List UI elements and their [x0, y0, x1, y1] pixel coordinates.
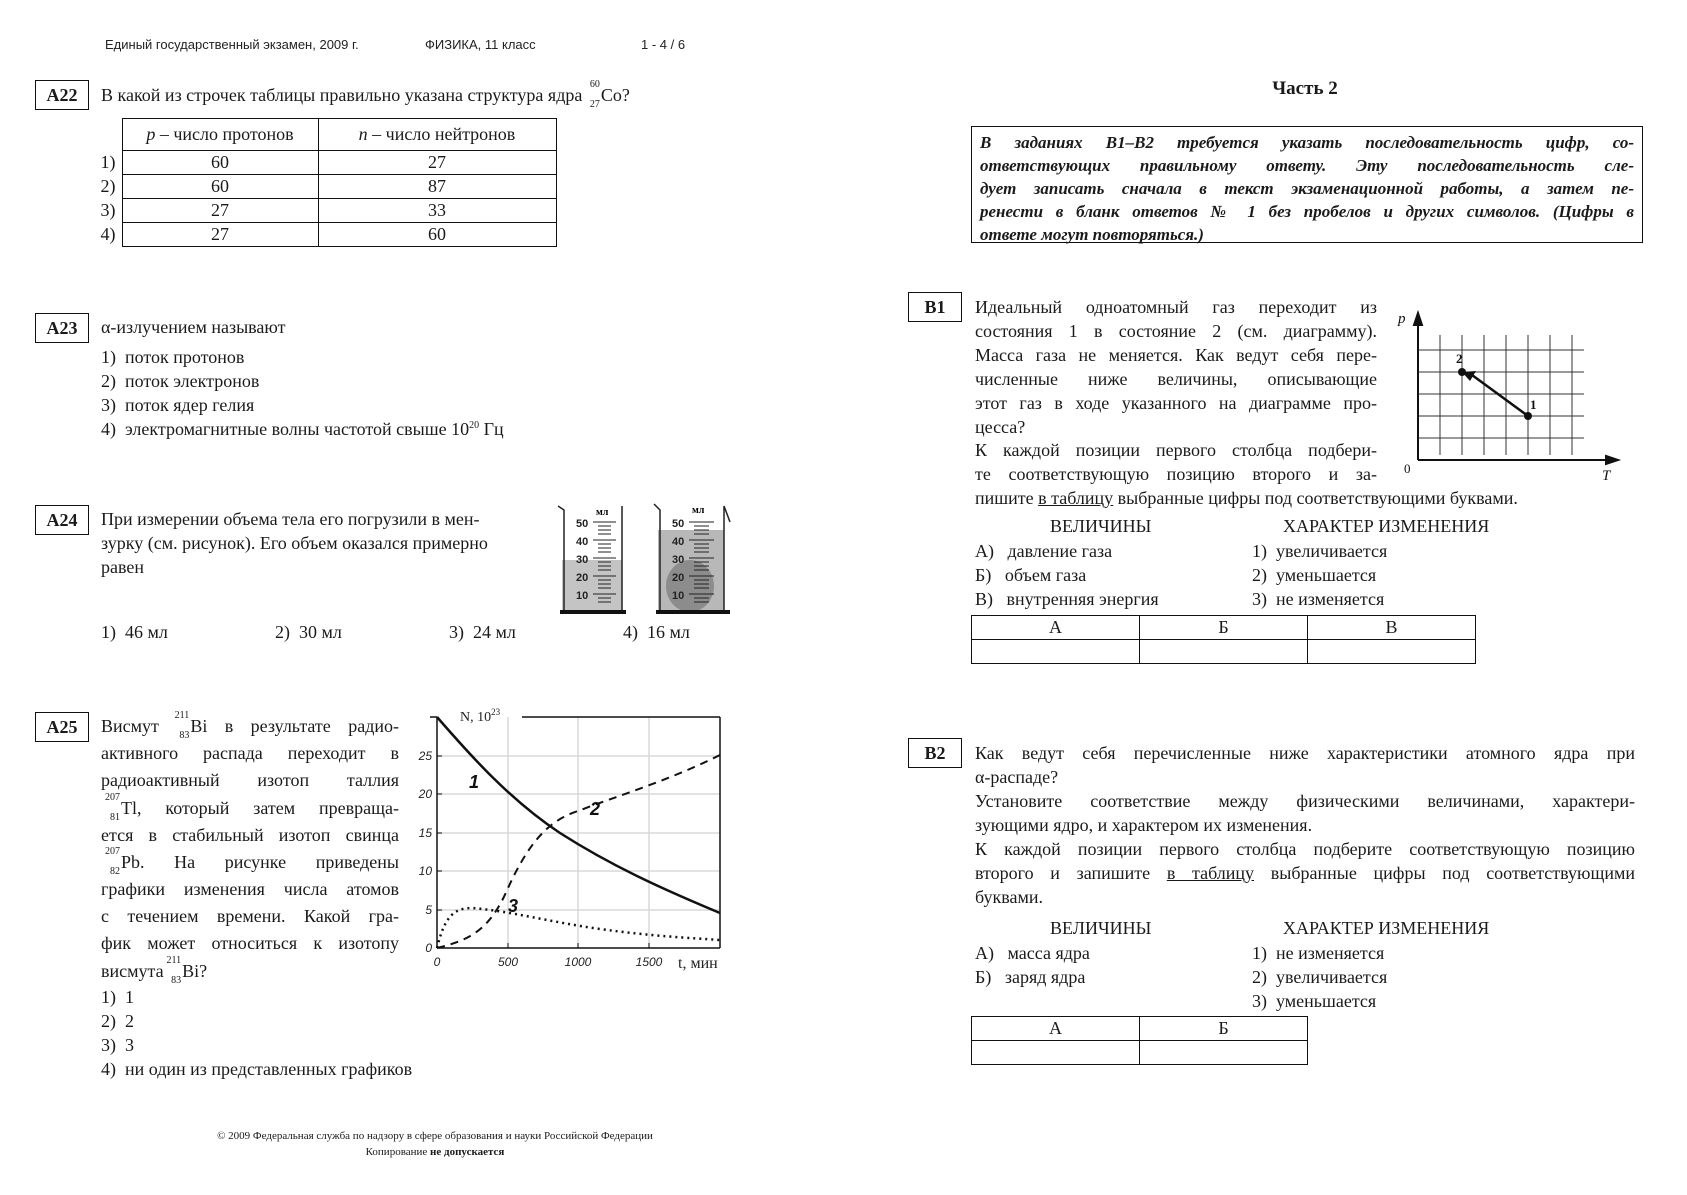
table-row: 1) 60 27 — [92, 151, 556, 175]
svg-text:1: 1 — [469, 772, 480, 792]
a23-option-2[interactable]: 2) поток электронов — [101, 371, 260, 391]
b1-text-line: этот газ в ходе указанного на диаграмме про- — [975, 393, 1377, 413]
table-link: в таблицу — [1038, 488, 1114, 508]
beakers-figure — [556, 500, 736, 620]
a22-table: p – число протонов n – число нейтронов 1) 60 27 2) 60 87 3) 27 33 4) 27 60 — [92, 118, 557, 247]
a25-text-line: висмута 211 83 Bi? — [101, 955, 208, 986]
copyright-line: © 2009 Федеральная служба по надзору в сфере образования и науки Российской Федерации — [217, 1130, 653, 1142]
question-label-a23: A23 — [35, 313, 89, 343]
b2-col1-title: ВЕЛИЧИНЫ — [1050, 918, 1152, 938]
b1-text-line: те соответствующую позицию второго и за- — [975, 464, 1377, 484]
b2-text-line: зующими ядро, и характером их изменения. — [975, 815, 1313, 835]
table-row: 4) 27 60 — [92, 223, 556, 247]
state-point-1 — [1524, 412, 1532, 420]
svg-text:25: 25 — [418, 749, 432, 763]
b1-text-line: Идеальный одноатомный газ переходит из — [975, 297, 1377, 317]
b1-col2-title: ХАРАКТЕР ИЗМЕНЕНИЯ — [1283, 516, 1490, 536]
b1-answer-header-b: Б — [1140, 616, 1308, 640]
svg-text:30: 30 — [576, 554, 589, 566]
svg-text:0: 0 — [425, 941, 432, 955]
b2-answer-header-b: Б — [1140, 1017, 1308, 1041]
b1-text-line: цесса? — [975, 417, 1026, 437]
copy-notice: Копирование не допускается — [365, 1146, 505, 1158]
a23-option-1[interactable]: 1) поток протонов — [101, 347, 245, 367]
x-axis-label: t, мин — [678, 955, 718, 972]
pT-diagram — [1390, 305, 1630, 485]
b2-text-line: α-распаде? — [975, 767, 1059, 787]
beaker-after — [654, 504, 730, 612]
state-point-2 — [1458, 368, 1466, 376]
question-label-a24: A24 — [35, 505, 89, 535]
b1-quantity-v: В) внутренняя энергия — [975, 589, 1159, 609]
svg-text:5: 5 — [425, 903, 432, 917]
b1-answer-header-v: В — [1308, 616, 1476, 640]
b2-quantity-b: Б) заряд ядра — [975, 967, 1086, 987]
a23-question: α-излучением называют — [101, 317, 286, 337]
svg-text:3: 3 — [508, 896, 519, 916]
process-arrow — [1472, 375, 1528, 416]
a25-text-line: 207 82 Pb. На рисунке приведены — [105, 846, 399, 877]
b2-text-line: второго и запишите в таблицу выбранные цифры под соответствующими — [975, 863, 1635, 883]
svg-text:0: 0 — [1404, 461, 1411, 476]
b1-text-line: состояния 1 в состояние 2 (см. диаграмму). — [975, 321, 1377, 341]
a25-text-line: графики изменения числа атомов — [101, 879, 399, 899]
svg-text:10: 10 — [576, 590, 589, 602]
b2-text-line: К каждой позиции первого столбца подберите соответствующую позицию — [975, 839, 1635, 859]
b2-text-line: Установите соответствие между физическими величинами, характери- — [975, 791, 1635, 811]
svg-text:мл: мл — [596, 507, 609, 518]
a24-text-line: зурку (см. рисунок). Его объем оказался примерно — [101, 533, 488, 553]
svg-text:20: 20 — [418, 787, 432, 801]
a25-text-line: с течением времени. Какой гра- — [101, 906, 399, 926]
svg-text:1500: 1500 — [635, 955, 663, 969]
b1-change-1: 1) увеличивается — [1252, 541, 1388, 561]
a24-option-3[interactable]: 3) 24 мл — [449, 622, 516, 642]
svg-text:1000: 1000 — [564, 955, 592, 969]
svg-text:10: 10 — [672, 590, 685, 602]
svg-text:500: 500 — [497, 955, 519, 969]
b1-text-line: К каждой позиции первого столбца подбери- — [975, 440, 1377, 460]
a24-option-2[interactable]: 2) 30 мл — [275, 622, 342, 642]
b2-change-3: 3) уменьшается — [1252, 991, 1377, 1011]
y-axis-label: N, $10^{23}$ — [460, 707, 501, 725]
svg-text:p: p — [1398, 311, 1406, 327]
a25-text-line: Висмут 211 83 Bi в результате радио- — [101, 710, 399, 741]
b2-answer-cell-a[interactable] — [972, 1041, 1140, 1065]
b2-answer-header-a: А — [972, 1017, 1140, 1041]
b1-text-line: пишите в таблицу выбранные цифры под соответствующими буквами. — [975, 488, 1518, 508]
a25-text-line: активного распада переходит в — [101, 743, 399, 763]
a24-option-1[interactable]: 1) 46 мл — [101, 622, 168, 642]
b1-answer-cell-a[interactable] — [972, 640, 1140, 664]
svg-text:15: 15 — [418, 826, 432, 840]
b1-answer-header-a: А — [972, 616, 1140, 640]
svg-text:40: 40 — [672, 536, 685, 548]
svg-text:30: 30 — [672, 554, 685, 566]
svg-text:50: 50 — [672, 518, 685, 530]
table-row: 3) 27 33 — [92, 199, 556, 223]
b2-answer-cell-b[interactable] — [1140, 1041, 1308, 1065]
a22-question: В какой из строчек таблицы правильно указана структура ядра 60 27 Co? — [101, 79, 630, 110]
decay-chart — [400, 700, 740, 980]
a25-text-line: радиоактивный изотоп таллия — [101, 770, 399, 790]
b2-change-2: 2) увеличивается — [1252, 967, 1388, 987]
a23-option-3[interactable]: 3) поток ядер гелия — [101, 395, 255, 415]
diagram-axes — [1414, 313, 1618, 464]
exam-title: Единый государственный экзамен, 2009 г. — [105, 37, 359, 52]
svg-text:0: 0 — [433, 955, 441, 969]
question-label-b1: B1 — [908, 292, 962, 322]
subject-title: ФИЗИКА, 11 класс — [425, 37, 536, 52]
a25-text-line: фик может относиться к изотопу — [101, 933, 399, 953]
svg-text:10: 10 — [418, 864, 432, 878]
svg-text:мл: мл — [692, 505, 705, 516]
svg-text:40: 40 — [576, 536, 589, 548]
b2-text-line: Как ведут себя перечисленные ниже характеристики атомного ядра при — [975, 743, 1635, 763]
isotope-co: 60 27 — [589, 79, 600, 110]
svg-text:20: 20 — [672, 572, 685, 584]
svg-text:20: 20 — [576, 572, 589, 584]
chart-grid — [437, 717, 720, 948]
b1-text-line: численные ниже величины, описывающие — [975, 369, 1377, 389]
a25-option-4[interactable]: 4) ни один из представленных графиков — [101, 1059, 413, 1079]
question-label-b2: B2 — [908, 738, 962, 768]
b1-quantity-b: Б) объем газа — [975, 565, 1087, 585]
a25-option-1[interactable]: 1) 1 — [101, 987, 134, 1007]
a25-option-2[interactable]: 2) 2 — [101, 1011, 134, 1031]
b1-answer-table — [971, 615, 1476, 664]
page-number: 1 - 4 / 6 — [641, 37, 686, 52]
part2-title: Часть 2 — [1272, 78, 1338, 99]
part2-instructions: В заданиях В1–В2 требуется указать последовательность цифр, со- ответствующих правильному ответу. Эту последовательность сле- дует записать сначала в текст экзаменационной работы, а затем пе- ренести в бланк ответов № 1 без пробелов и других символов. (Цифры в ответе могут повторяться.) — [971, 126, 1643, 243]
a24-option-4[interactable]: 4) 16 мл — [623, 622, 690, 642]
b2-change-1: 1) не изменяется — [1252, 943, 1385, 963]
b2-answer-table — [971, 1016, 1308, 1065]
b1-change-2: 2) уменьшается — [1252, 565, 1377, 585]
svg-text:2: 2 — [590, 799, 601, 819]
b2-col2-title: ХАРАКТЕР ИЗМЕНЕНИЯ — [1283, 918, 1490, 938]
beaker-before — [558, 506, 626, 612]
svg-text:T: T — [1602, 468, 1611, 484]
question-label-a25: A25 — [35, 712, 89, 742]
b1-change-3: 3) не изменяется — [1252, 589, 1385, 609]
svg-text:50: 50 — [576, 518, 589, 530]
b2-quantity-a: А) масса ядра — [975, 943, 1090, 963]
a25-text-line: 207 81 Tl, который затем превраща- — [105, 792, 399, 823]
question-label-a22: A22 — [35, 80, 89, 110]
a23-option-4[interactable]: 4) электромагнитные волны частотой свыше $10^{20}$ Гц — [101, 419, 504, 439]
svg-text:2: 2 — [1456, 351, 1463, 366]
a24-text-line: равен — [101, 557, 145, 577]
b1-quantity-a: А) давление газа — [975, 541, 1113, 561]
a25-text-line: ется в стабильный изотоп свинца — [101, 825, 399, 845]
table-link: в таблицу — [1166, 863, 1255, 883]
b1-answer-cell-b[interactable] — [1140, 640, 1308, 664]
b1-col1-title: ВЕЛИЧИНЫ — [1050, 516, 1152, 536]
table-row: 2) 60 87 — [92, 175, 556, 199]
b1-text-line: Масса газа не меняется. Как ведут себя пере- — [975, 345, 1377, 365]
a25-option-3[interactable]: 3) 3 — [101, 1035, 134, 1055]
b2-text-line: буквами. — [975, 887, 1043, 907]
svg-text:1: 1 — [1530, 397, 1537, 412]
a24-text-line: При измерении объема тела его погрузили в мен- — [101, 509, 480, 529]
b1-answer-cell-v[interactable] — [1308, 640, 1476, 664]
